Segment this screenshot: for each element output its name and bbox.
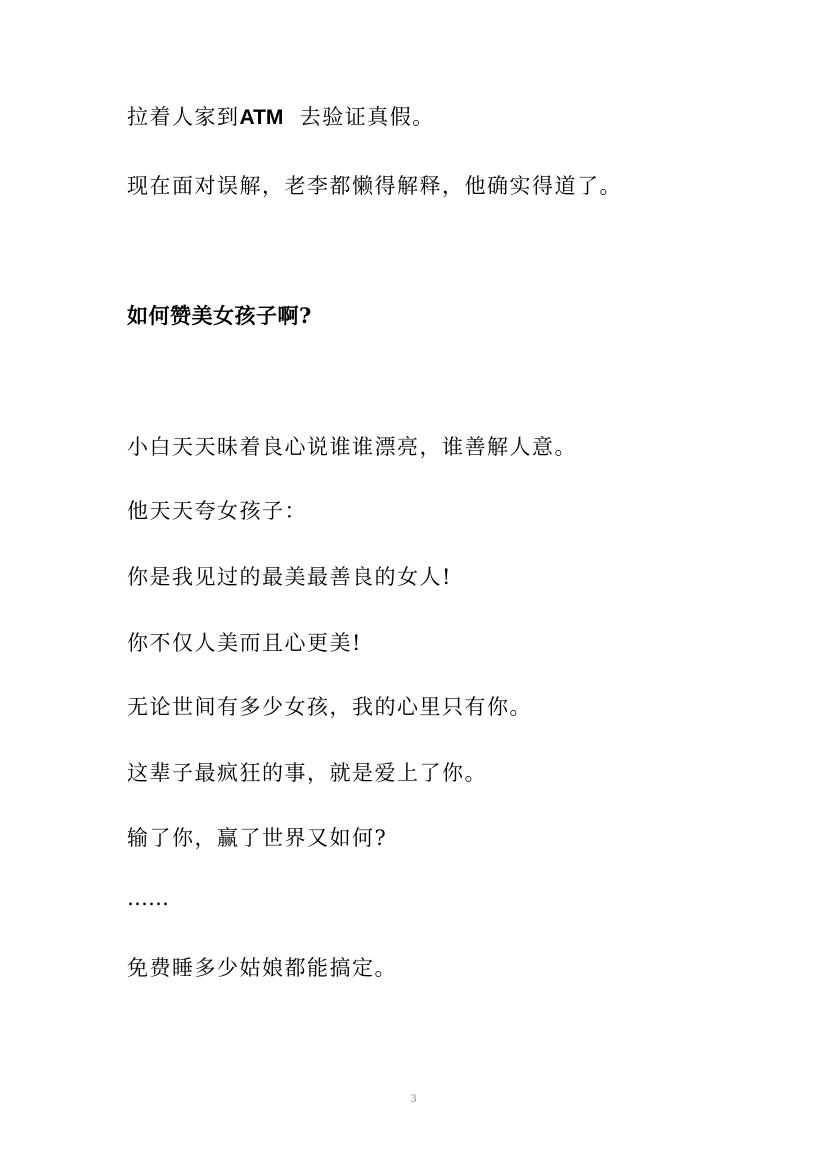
paragraph-atm bbox=[127, 103, 435, 132]
body-line-1: 小白天天昧着良心说谁谁漂亮，谁善解人意。 bbox=[127, 435, 577, 459]
paragraph-atm-prefix: 拉着人家到 bbox=[127, 105, 240, 129]
page-number: 3 bbox=[410, 1091, 417, 1105]
body-line-ellipsis: …… bbox=[127, 886, 169, 910]
body-line-8: 免费睡多少姑娘都能搞定。 bbox=[127, 956, 397, 980]
body-line-6: 这辈子最疯狂的事，就是爱上了你。 bbox=[127, 761, 487, 785]
body-line-5: 无论世间有多少女孩，我的心里只有你。 bbox=[127, 695, 532, 719]
body-line-3: 你是我见过的最美最善良的女人! bbox=[127, 565, 452, 589]
section-heading: 如何赞美女孩子啊? bbox=[127, 303, 312, 328]
paragraph-atm-suffix: 去验证真假。 bbox=[283, 105, 435, 129]
body-line-7: 输了你，赢了世界又如何? bbox=[127, 826, 388, 850]
atm-text: ATM bbox=[239, 106, 284, 129]
paragraph-misunderstanding: 现在面对误解，老李都懒得解释，他确实得道了。 bbox=[127, 174, 622, 198]
body-line-4: 你不仅人美而且心更美! bbox=[127, 631, 362, 655]
body-line-2: 他天天夸女孩子： bbox=[127, 499, 307, 523]
